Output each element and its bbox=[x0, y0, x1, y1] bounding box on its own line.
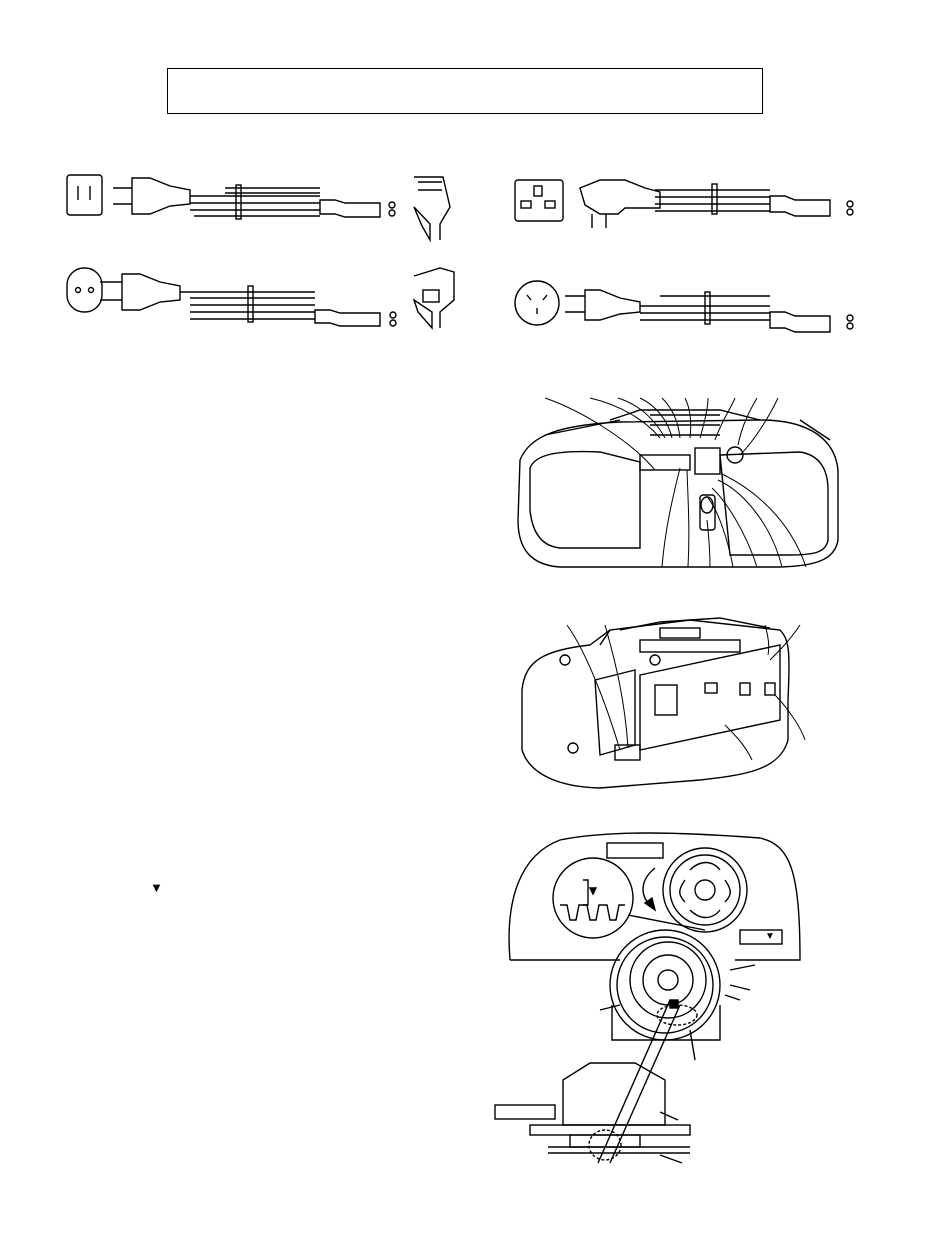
euro-outlet-icon bbox=[67, 268, 102, 312]
au-outlet-icon bbox=[515, 281, 559, 325]
unit-rear-view bbox=[522, 618, 789, 788]
alignment-marker: ▼ bbox=[150, 880, 163, 895]
label-box-right bbox=[740, 930, 782, 944]
drive-gear-outer bbox=[663, 848, 747, 932]
power-cord-euro bbox=[67, 268, 454, 328]
box-marker-right: ▼ bbox=[765, 931, 775, 942]
front-callouts-bottom bbox=[662, 468, 806, 567]
label-box-bottom bbox=[495, 1105, 555, 1119]
label-box-top bbox=[607, 843, 663, 858]
power-cord-uk bbox=[515, 180, 853, 228]
power-cord-au bbox=[515, 281, 853, 332]
front-callouts-top bbox=[545, 398, 778, 470]
power-cord-us bbox=[67, 175, 450, 240]
gear-diagram bbox=[495, 833, 800, 1163]
unit-front-view bbox=[518, 410, 838, 567]
zoom-circle bbox=[553, 858, 633, 938]
us-outlet-icon bbox=[67, 175, 102, 215]
